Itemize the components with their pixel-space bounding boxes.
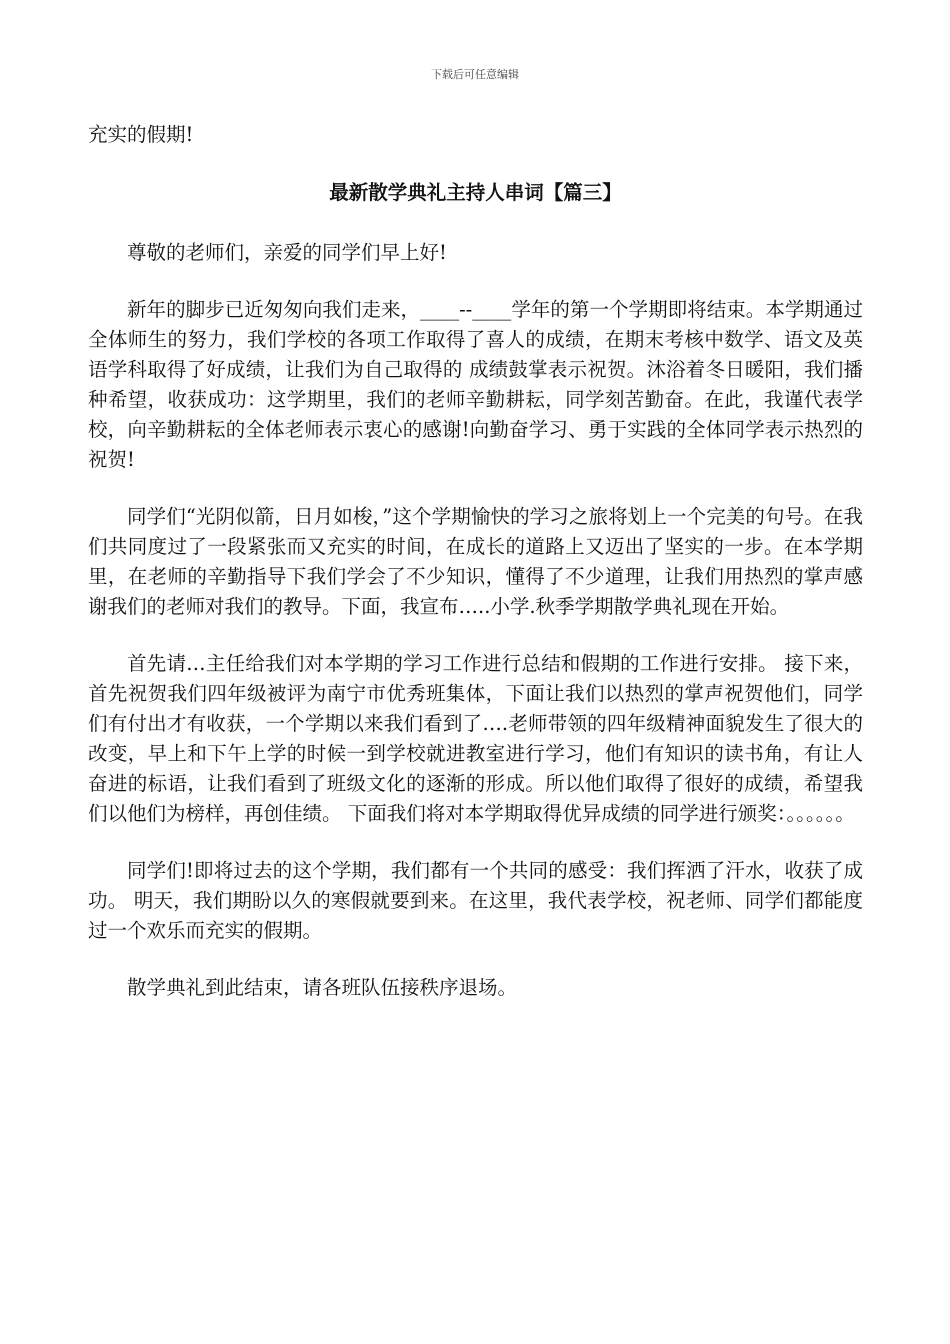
lead-line: 充实的假期! xyxy=(88,123,194,146)
paragraph-opening: 同学们“光阴似箭，日月如梭，”这个学期愉快的学习之旅将划上一个完美的句号。在我们共同度过了一段紧张而又充实的时间，在成长的道路上又迈出了坚实的一步。在本学期里，在老师的辛勤指导下我们学会了不少知识，懂得了不少道理，让我们用热烈的掌声感谢我们的老师对我们的教导。下面，我宣布…..小学.秋季学期散学典礼现在开始。 xyxy=(88,505,863,618)
paragraph-awards: 首先请…主任给我们对本学期的学习工作进行总结和假期的工作进行安排。 接下来，首先祝贺我们四年级被评为南宁市优秀班集体，下面让我们以热烈的掌声祝贺他们，同学们有付出才有收获，一个学期以来我们看到了….老师带领的四年级精神面貌发生了很大的改变，早上和下午上学的时候一到学校就进教室进行学习，他们有知识的读书角，有让人奋进的标语，让我们看到了班级文化的逐渐的形成。所以他们取得了很好的成绩，希望我们以他们为榜样，再创佳绩。 下面我们将对本学期取得优异成绩的同学进行颁奖：。。。。。。 xyxy=(88,652,863,825)
paragraph-greeting: 尊敬的老师们，亲爱的同学们早上好! xyxy=(127,241,447,264)
paragraph-closing-wishes: 同学们!即将过去的这个学期，我们都有一个共同的感受：我们挥洒了汗水，收获了成功。 明天，我们期盼以久的寒假就要到来。在这里，我代表学校，祝老师、同学们都能度过一个欢乐而充实的假期。 xyxy=(88,859,863,942)
paragraph-semester-summary: 新年的脚步已近匆匆向我们走来，____--____学年的第一个学期即将结束。本学期通过全体师生的努力，我们学校的各项工作取得了喜人的成绩，在期末考核中数学、语文及英语学科取得了好成绩，让我们为自己取得的 成绩鼓掌表示祝贺。沐浴着冬日暖阳，我们播种希望，收获成功：这学期里，我们的老师辛勤耕耘，同学刻苦勤奋。在此，我谨代表学校，向辛勤耕耘的全体老师表示衷心的感谢!向勤奋学习、勇于实践的全体同学表示热烈的祝贺! xyxy=(88,298,863,471)
paragraph-dismissal: 散学典礼到此结束，请各班队伍接秩序退场。 xyxy=(127,976,518,999)
header-note: 下载后可任意编辑 xyxy=(431,68,519,81)
section-title: 最新散学典礼主持人串词【篇三】 xyxy=(329,181,622,204)
document-body xyxy=(88,120,863,1030)
